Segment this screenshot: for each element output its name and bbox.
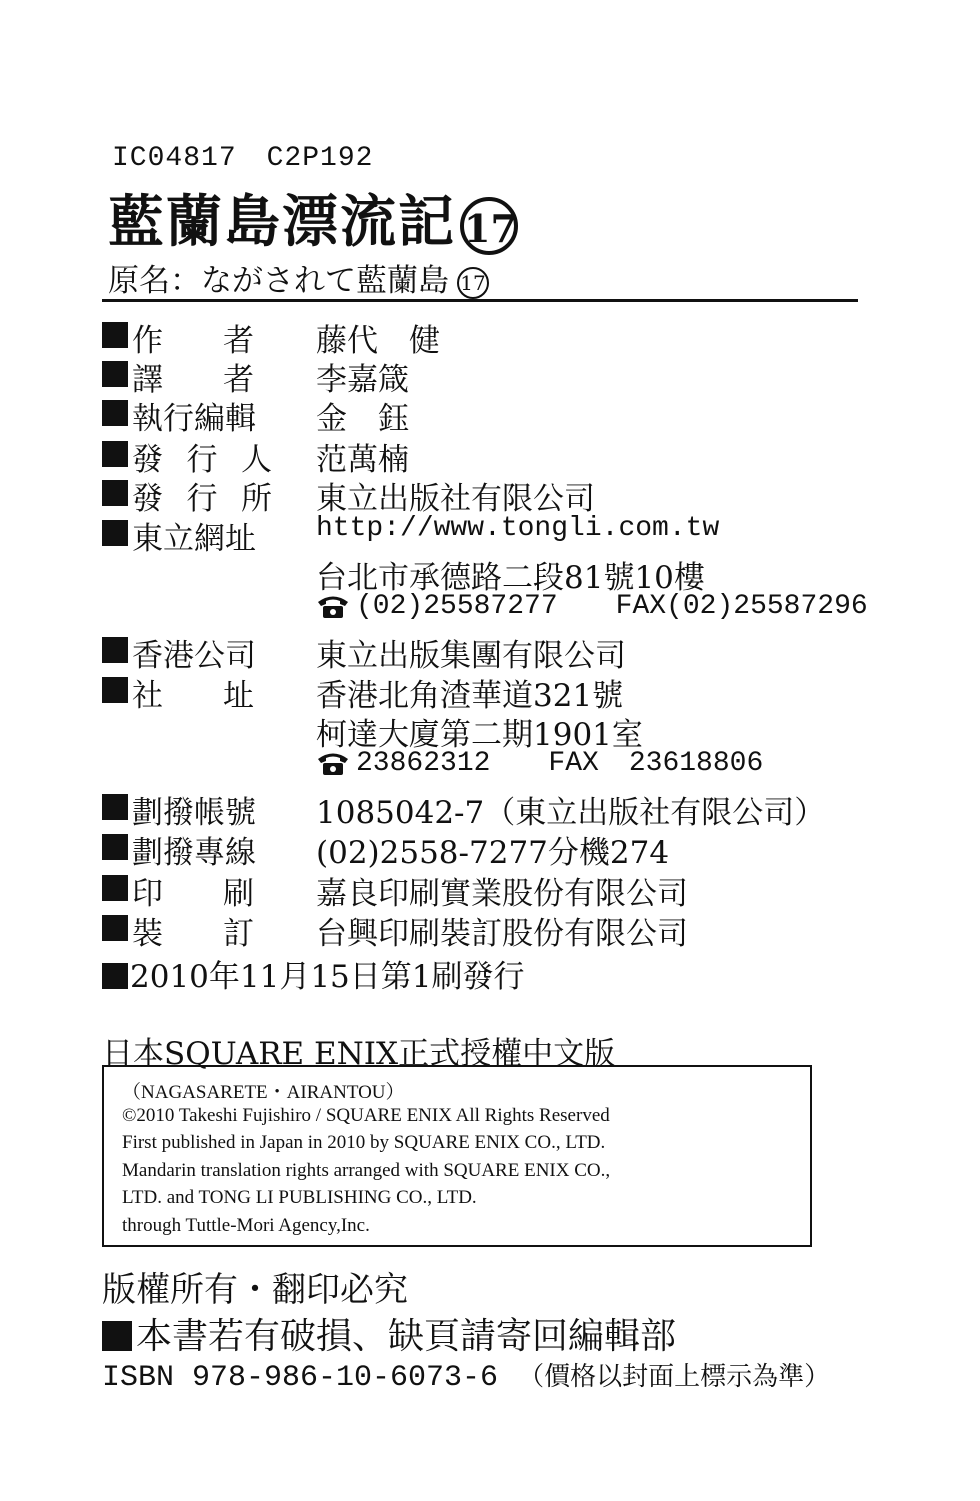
label-char: 社 bbox=[132, 678, 163, 714]
header-rule bbox=[102, 299, 858, 302]
return-notice bbox=[102, 1308, 676, 1359]
price-note: （價格以封面上標示為準） bbox=[518, 1362, 831, 1392]
rights-notice: 版權所有・翻印必究 bbox=[102, 1270, 408, 1310]
credit-label bbox=[132, 868, 254, 913]
credit-value: 李嘉箴 bbox=[316, 362, 409, 398]
label-char: 印 bbox=[132, 876, 163, 912]
authorization-line: 日本SQUARE ENIX正式授權中文版 bbox=[102, 1036, 616, 1072]
tw-address: 台北市承德路二段81號10樓 bbox=[316, 560, 705, 596]
code-2: C2P192 bbox=[266, 143, 374, 174]
label-char: 行 bbox=[186, 481, 218, 517]
bullet-square bbox=[102, 441, 128, 467]
label-char: 行 bbox=[186, 442, 218, 478]
credit-label bbox=[132, 670, 254, 715]
copyright-line: （NAGASARETE・AIRANTOU） bbox=[122, 1082, 405, 1103]
bullet-square bbox=[102, 794, 128, 820]
label-char: 發 bbox=[132, 442, 163, 478]
label-char: 發 bbox=[132, 481, 163, 517]
label-char: 人 bbox=[241, 442, 272, 478]
credit-label: 東立網址 bbox=[132, 521, 256, 557]
hk-phone: 23862312 bbox=[356, 748, 491, 779]
bullet-square bbox=[102, 400, 128, 426]
website-link[interactable]: http://www.tongli.com.tw bbox=[316, 513, 720, 544]
copyright-box bbox=[102, 1065, 812, 1247]
copyright-line: Mandarin translation rights arranged with SQUARE ENIX CO., bbox=[122, 1160, 611, 1181]
credit-value: 台興印刷裝訂股份有限公司 bbox=[316, 916, 688, 952]
tw-fax: FAX(02)25587296 bbox=[615, 591, 868, 622]
release-date bbox=[102, 951, 525, 996]
hk-fax: 23618806 bbox=[628, 748, 764, 779]
label-char: 刷 bbox=[223, 876, 254, 912]
isbn-line bbox=[102, 1356, 830, 1395]
copyright-line: through Tuttle-Mori Agency,Inc. bbox=[122, 1215, 370, 1236]
copyright-line: ©2010 Takeshi Fujishiro / SQUARE ENIX All Rights Reserved bbox=[122, 1105, 610, 1126]
credit-value: 1085042-7（東立出版社有限公司） bbox=[316, 795, 826, 831]
bullet-square bbox=[102, 637, 128, 663]
isbn: ISBN 978-986-10-6073-6 bbox=[102, 1361, 499, 1395]
return-notice-text: 本書若有破損、缺頁請寄回編輯部 bbox=[136, 1316, 677, 1357]
release-date-text: 2010年11月15日第1刷發行 bbox=[130, 959, 525, 995]
bullet-square bbox=[102, 1321, 132, 1351]
book-title bbox=[108, 178, 518, 258]
credit-value: 東立出版社有限公司 bbox=[316, 481, 595, 517]
credit-label bbox=[132, 473, 272, 518]
label-char: 址 bbox=[223, 678, 254, 714]
bullet-square bbox=[102, 480, 128, 506]
credit-value: 范萬楠 bbox=[316, 442, 409, 478]
original-title bbox=[108, 255, 489, 300]
tw-contact bbox=[316, 591, 868, 622]
label-char: 者 bbox=[223, 362, 254, 398]
bullet-square bbox=[102, 963, 128, 989]
volume-mark: 17 bbox=[460, 197, 518, 255]
label-char: 譯 bbox=[132, 362, 163, 398]
book-title-text: 藍蘭島漂流記 bbox=[108, 189, 456, 255]
label-char: 裝 bbox=[132, 916, 163, 952]
credit-value: 金 鈺 bbox=[316, 401, 409, 437]
credit-value: 香港北角渣華道321號 bbox=[316, 678, 624, 714]
tw-phone: (02)25587277 bbox=[356, 591, 558, 622]
credit-label bbox=[132, 908, 254, 953]
copyright-line: LTD. and TONG LI PUBLISHING CO., LTD. bbox=[122, 1187, 477, 1208]
label-char: 所 bbox=[241, 481, 272, 517]
bullet-square bbox=[102, 834, 128, 860]
label-char: 訂 bbox=[223, 916, 254, 952]
hk-contact bbox=[316, 748, 763, 779]
hk-fax-label: FAX bbox=[548, 748, 599, 779]
bullet-square bbox=[102, 915, 128, 941]
label-char: 作 bbox=[132, 323, 163, 359]
telephone-icon bbox=[316, 750, 350, 776]
code-1: IC04817 bbox=[112, 143, 237, 174]
credit-label: 香港公司 bbox=[132, 638, 256, 674]
bullet-square bbox=[102, 520, 128, 546]
bullet-square bbox=[102, 361, 128, 387]
credit-value: (02)2558-7277分機274 bbox=[316, 835, 670, 871]
bullet-square bbox=[102, 677, 128, 703]
catalog-code bbox=[112, 143, 373, 174]
copyright-line: First published in Japan in 2010 by SQUARE ENIX CO., LTD. bbox=[122, 1132, 606, 1153]
bullet-square bbox=[102, 322, 128, 348]
credit-label: 執行編輯 bbox=[132, 401, 256, 437]
credit-label: 劃撥帳號 bbox=[132, 795, 256, 831]
hk-address2: 柯達大廈第二期1901室 bbox=[316, 717, 643, 753]
credit-value: 嘉良印刷實業股份有限公司 bbox=[316, 876, 688, 912]
credit-label: 劃撥專線 bbox=[132, 835, 256, 871]
credit-value: 藤代 健 bbox=[316, 323, 440, 359]
original-volume-mark: 17 bbox=[457, 267, 489, 299]
telephone-icon bbox=[316, 593, 350, 619]
credit-value: 東立出版集團有限公司 bbox=[316, 638, 626, 674]
original-title-text: 原名：ながされて藍蘭島 bbox=[108, 263, 449, 299]
bullet-square bbox=[102, 875, 128, 901]
label-char: 者 bbox=[223, 323, 254, 359]
